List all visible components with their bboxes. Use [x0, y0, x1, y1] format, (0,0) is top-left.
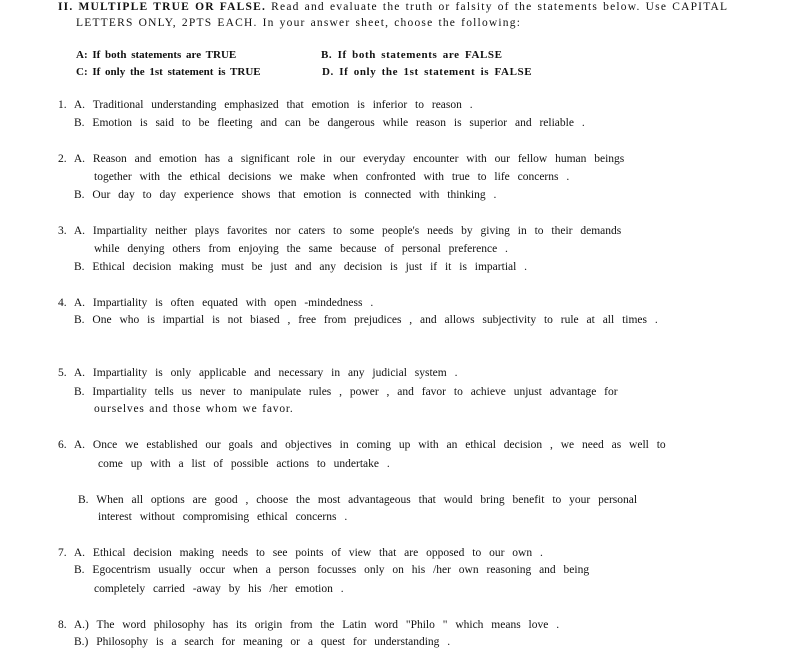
q6-statement-b-cont: interest without compromising ethical concerns . [98, 511, 348, 523]
q5-statement-a: 5. A. Impartiality is only applicable and necessary in any judicial system . [58, 367, 458, 379]
q8-statement-b: B.) Philosophy is a search for meaning or a quest for understanding . [74, 636, 451, 648]
choice-a: A: If both statements are TRUE [76, 49, 237, 61]
q7-statement-a: 7. A. Ethical decision making needs to see points of view that are opposed to our own . [58, 547, 543, 559]
q6-statement-a-cont: come up with a list of possible actions to undertake . [98, 458, 390, 470]
q6-statement-a: 6. A. Once we established our goals and objectives in coming up with an ethical decision , we need as well to [58, 439, 666, 451]
q4-statement-b: B. One who is impartial is not biased , free from prejudices , and allows subjectivity to rule at all times . [74, 314, 658, 326]
q7-statement-b-cont: completely carried -away by his /her emotion . [94, 583, 344, 595]
section-header [58, 0, 728, 14]
q5-statement-b-cont: ourselves and those whom we favor. [94, 403, 294, 415]
q4-statement-a: 4. A. Impartiality is often equated with open -mindedness . [58, 297, 374, 309]
q2-statement-b: B. Our day to day experience shows that emotion is connected with thinking . [74, 189, 497, 201]
section-title: II. MULTIPLE TRUE OR FALSE. [58, 1, 267, 13]
instruction-line-2: LETTERS ONLY, 2PTS EACH. In your answer sheet, choose the following: [76, 17, 522, 29]
q6-statement-b: B. When all options are good , choose the most advantageous that would bring benefit to your personal [78, 494, 638, 506]
instruction-line-1: Read and evaluate the truth or falsity of the statements below. Use CAPITAL [271, 1, 729, 13]
q3-statement-b: B. Ethical decision making must be just and any decision is just if it is impartial . [74, 261, 528, 273]
q1-statement-a: 1. A. Traditional understanding emphasized that emotion is inferior to reason . [58, 99, 473, 111]
choice-c: C: If only the 1st statement is TRUE [76, 66, 261, 78]
choice-b: B. If both statements are FALSE [321, 49, 503, 61]
choice-d: D. If only the 1st statement is FALSE [322, 66, 533, 78]
q2-statement-a-cont: together with the ethical decisions we make when confronted with true to life concerns . [94, 171, 570, 183]
q5-statement-b: B. Impartiality tells us never to manipulate rules , power , and favor to achieve unjust advantage for [74, 386, 618, 398]
q1-statement-b: B. Emotion is said to be fleeting and can be dangerous while reason is superior and reliable . [74, 117, 585, 129]
q7-statement-b: B. Egocentrism usually occur when a person focusses only on his /her own reasoning and being [74, 564, 590, 576]
q2-statement-a: 2. A. Reason and emotion has a significant role in our everyday encounter with our fellow human beings [58, 153, 625, 165]
q8-statement-a: 8. A.) The word philosophy has its origin from the Latin word "Philo " which means love . [58, 619, 560, 631]
q3-statement-a: 3. A. Impartiality neither plays favorites nor caters to some people's needs by giving in to their demands [58, 225, 622, 237]
q3-statement-a-cont: while denying others from enjoying the same because of personal preference . [94, 243, 508, 255]
